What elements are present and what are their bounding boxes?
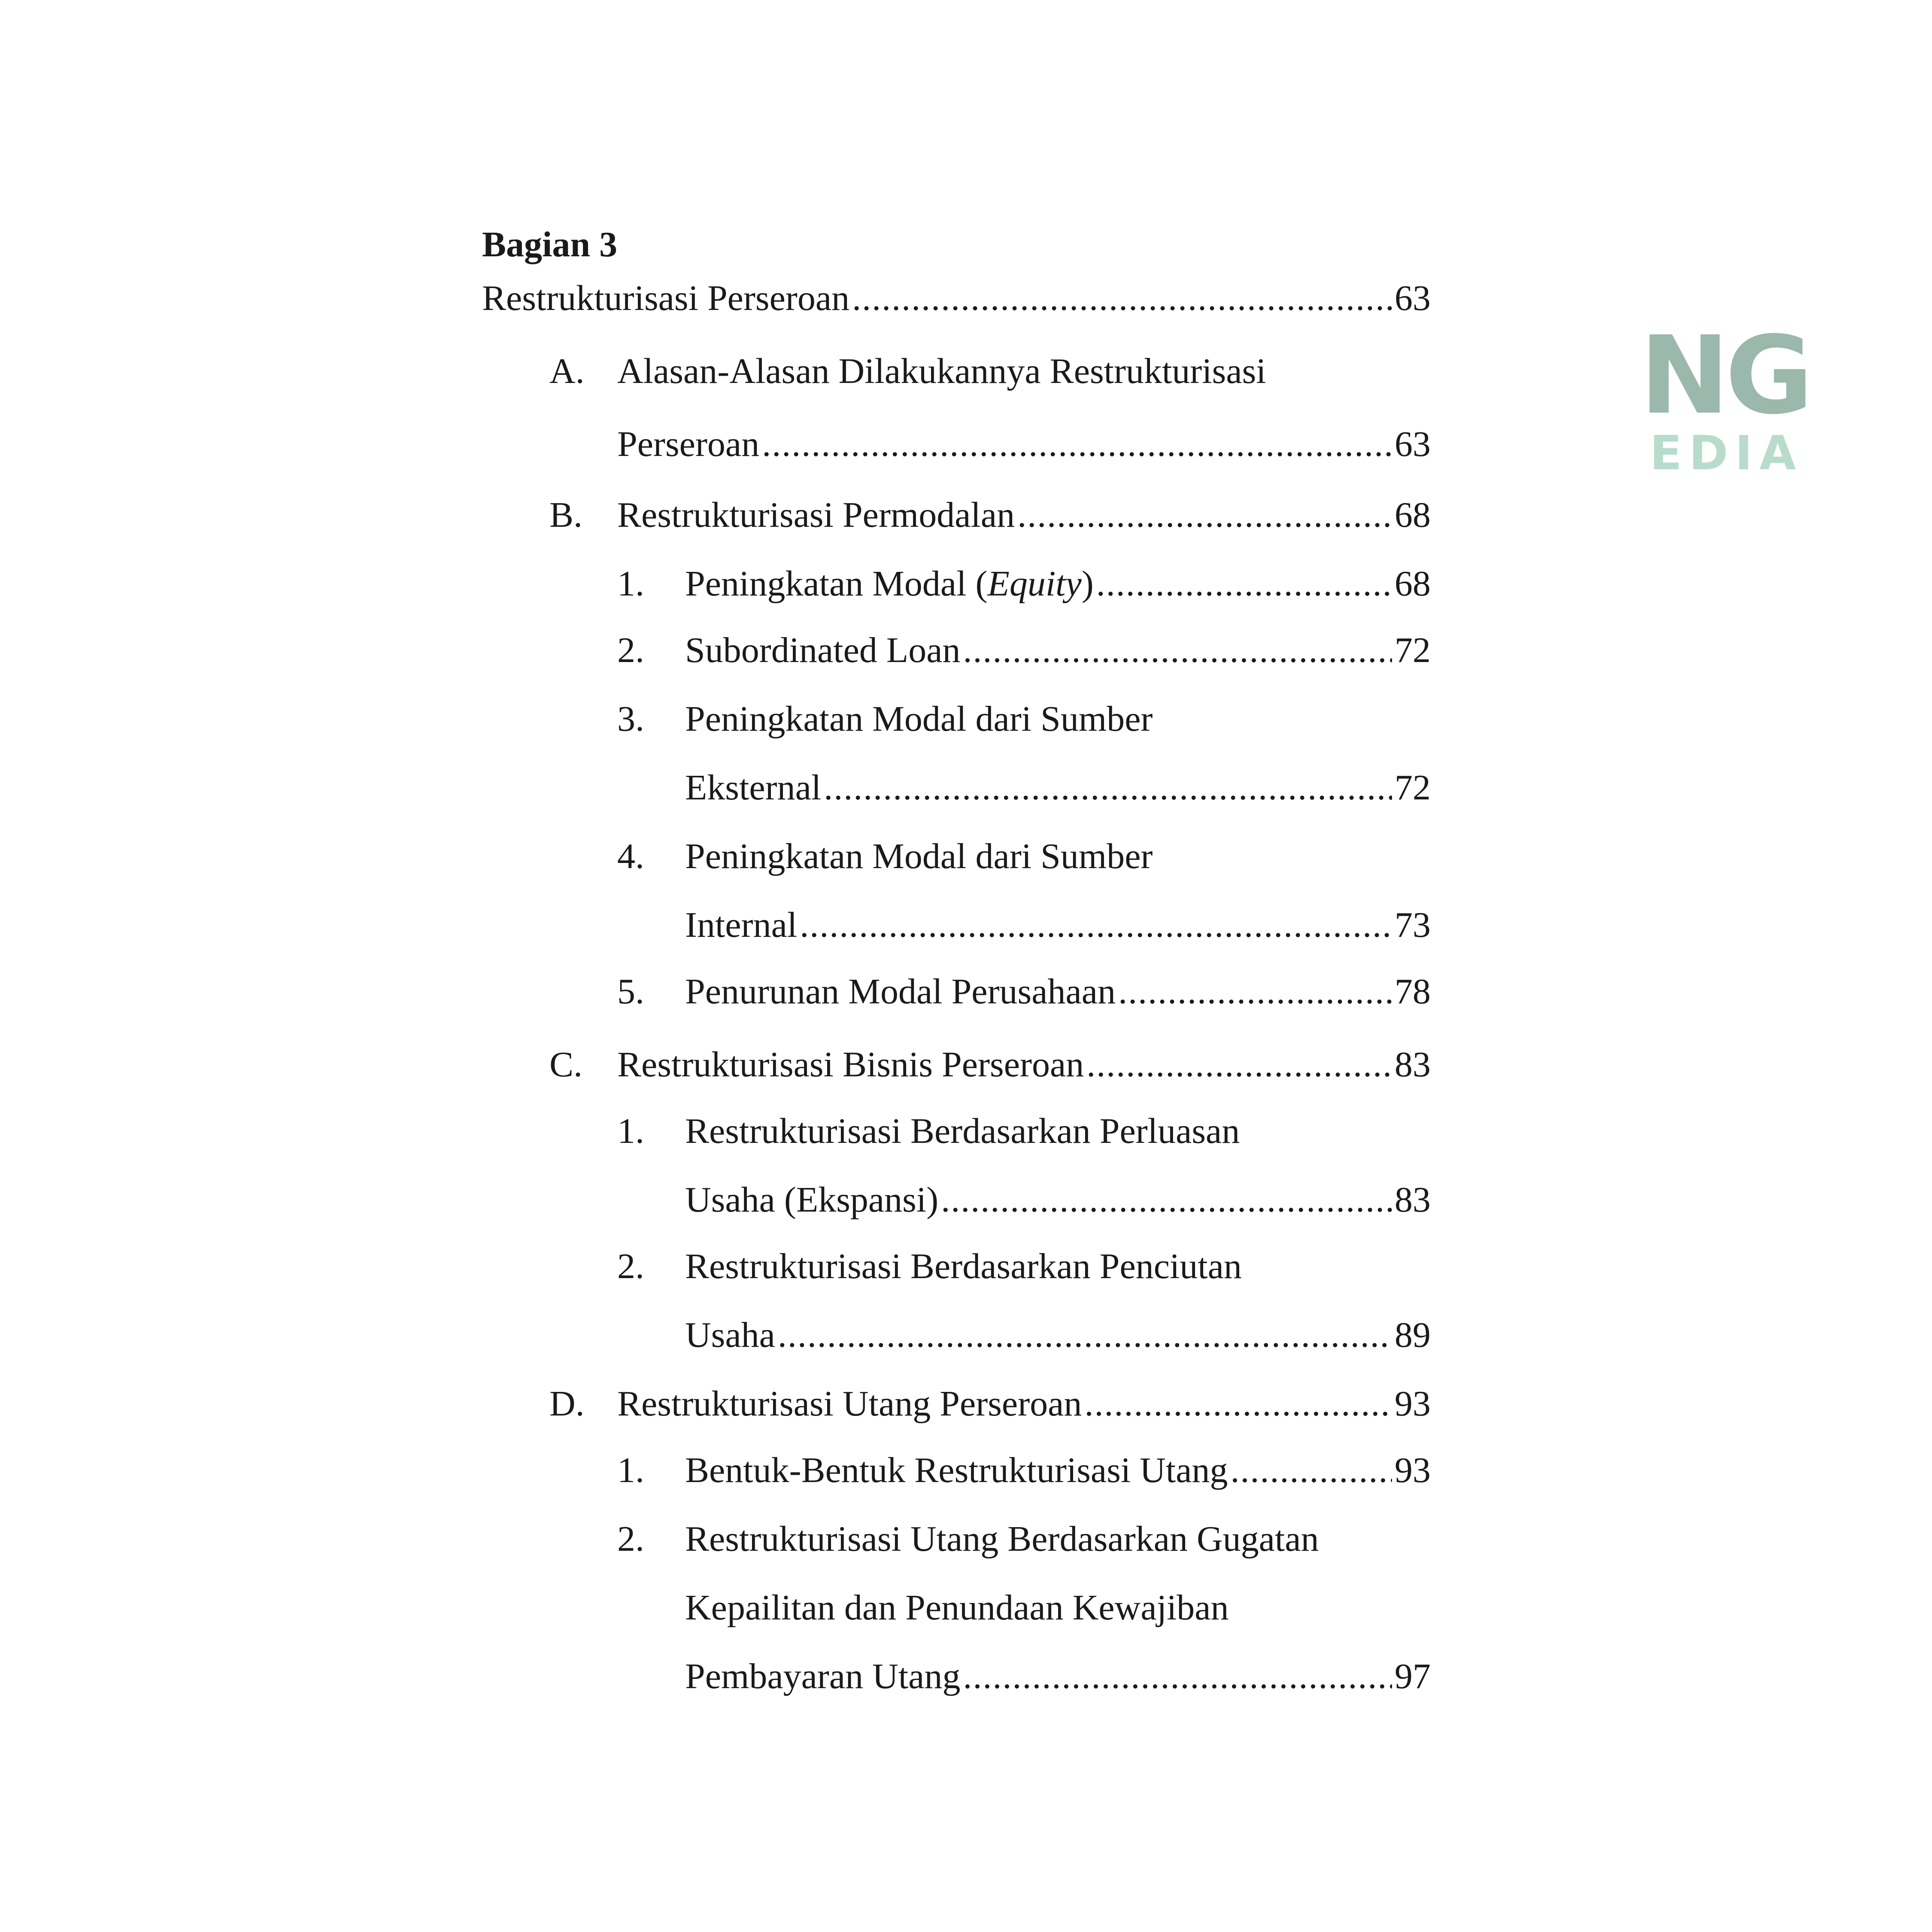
toc-entry-title-line: Eksternal <box>685 768 822 808</box>
toc-page-number: 68 <box>1395 564 1431 604</box>
toc-entry-section-a <box>549 348 1431 468</box>
dot-leader <box>963 1653 1392 1700</box>
toc-entry-title: Peningkatan Modal (Equity) <box>685 564 1094 604</box>
toc-entry-title-line: Usaha <box>685 1315 775 1355</box>
toc-entry-marker: 3. <box>617 699 644 739</box>
toc-entry-title-line: Pembayaran Utang <box>685 1656 961 1696</box>
toc-entry-marker: B. <box>549 495 583 535</box>
toc-page-number: 93 <box>1395 1450 1431 1490</box>
toc-entry-marker: A. <box>549 351 585 391</box>
toc-entry-marker: 2. <box>617 1246 644 1286</box>
toc-entry-section-b <box>549 492 1431 539</box>
dot-leader <box>1096 560 1392 608</box>
dot-leader <box>1017 492 1392 539</box>
toc-page-number: 68 <box>1395 495 1431 535</box>
toc-entry-title-line: Restrukturisasi Berdasarkan Perluasan <box>685 1111 1240 1151</box>
toc-entry-title-line: Internal <box>685 905 798 945</box>
toc-entry-title: Subordinated Loan <box>685 630 961 670</box>
toc-page-number: 83 <box>1395 1045 1431 1084</box>
dot-leader <box>1086 1041 1392 1088</box>
toc-entry-title-line: Restrukturisasi Utang Berdasarkan Gugatan <box>685 1519 1319 1559</box>
dot-leader <box>778 1312 1392 1359</box>
toc-entry-subsection <box>617 833 1431 949</box>
toc-entry-title: Restrukturisasi Perseroan <box>482 278 850 318</box>
toc-entry-subsection <box>617 968 1431 1015</box>
toc-entry-title: Restrukturisasi Utang Perseroan <box>617 1384 1082 1424</box>
toc-entry-marker: C. <box>549 1045 583 1084</box>
toc-entry-title-line: Kepailitan dan Penundaan Kewajiban <box>685 1588 1229 1628</box>
toc-entry-title-line: Perseroan <box>617 424 760 464</box>
toc-entry-subsection <box>617 1447 1431 1494</box>
toc-page-number: 63 <box>1395 278 1431 318</box>
part-heading: Bagian 3 <box>482 225 618 264</box>
toc-entry-title: Penurunan Modal Perusahaan <box>685 972 1116 1012</box>
dot-leader <box>852 275 1392 322</box>
toc-entry-marker: 2. <box>617 1519 644 1559</box>
dot-leader <box>1084 1380 1392 1428</box>
toc-page-number: 93 <box>1395 1384 1431 1424</box>
dot-leader <box>941 1176 1392 1224</box>
toc-entry-title-line: Usaha (Ekspansi) <box>685 1180 939 1220</box>
dot-leader <box>762 421 1392 468</box>
toc-page-number: 78 <box>1395 972 1431 1012</box>
toc-entry-title-line: Peningkatan Modal dari Sumber <box>685 699 1153 739</box>
publisher-watermark <box>1640 313 1809 481</box>
toc-entry-chapter <box>482 275 1431 322</box>
toc-entry-subsection <box>617 696 1431 811</box>
watermark-text-bottom: EDIA <box>1650 425 1803 480</box>
toc-entry-subsection <box>617 1108 1431 1224</box>
toc-page-number: 89 <box>1395 1315 1431 1355</box>
dot-leader <box>963 627 1392 674</box>
toc-entry-subsection <box>617 627 1431 674</box>
toc-entry-marker: 1. <box>617 1450 644 1490</box>
toc-entry-subsection <box>617 560 1431 608</box>
dot-leader <box>800 902 1392 949</box>
dot-leader <box>1231 1447 1392 1494</box>
toc-entry-marker: D. <box>549 1384 585 1424</box>
toc-page-number: 83 <box>1395 1180 1431 1220</box>
toc-page-number: 72 <box>1395 630 1431 670</box>
toc-entry-subsection <box>617 1516 1431 1700</box>
dot-leader <box>1118 968 1392 1015</box>
toc-entry-title-line: Restrukturisasi Berdasarkan Penciutan <box>685 1246 1242 1286</box>
toc-entry-marker: 4. <box>617 836 644 876</box>
toc-entry-title: Bentuk-Bentuk Restrukturisasi Utang <box>685 1450 1228 1490</box>
toc-entry-title-line: Alasan-Alasan Dilakukannya Restrukturisasi <box>617 351 1266 391</box>
toc-entry-marker: 2. <box>617 630 644 670</box>
toc-entry-title: Restrukturisasi Permodalan <box>617 495 1015 535</box>
toc-entry-section-c <box>549 1041 1431 1088</box>
toc-page-number: 73 <box>1395 905 1431 945</box>
toc-entry-title-line: Peningkatan Modal dari Sumber <box>685 836 1153 876</box>
toc-entry-section-d <box>549 1380 1431 1428</box>
dot-leader <box>824 764 1392 811</box>
toc-entry-subsection <box>617 1243 1431 1359</box>
watermark-text-top: NG <box>1640 313 1809 438</box>
toc-entry-marker: 1. <box>617 564 644 604</box>
toc-page-number: 63 <box>1395 424 1431 464</box>
toc-page-number: 97 <box>1395 1656 1431 1696</box>
toc-page-number: 72 <box>1395 768 1431 808</box>
toc-entry-marker: 1. <box>617 1111 644 1151</box>
toc-entry-marker: 5. <box>617 972 644 1012</box>
toc-entry-title: Restrukturisasi Bisnis Perseroan <box>617 1045 1084 1084</box>
